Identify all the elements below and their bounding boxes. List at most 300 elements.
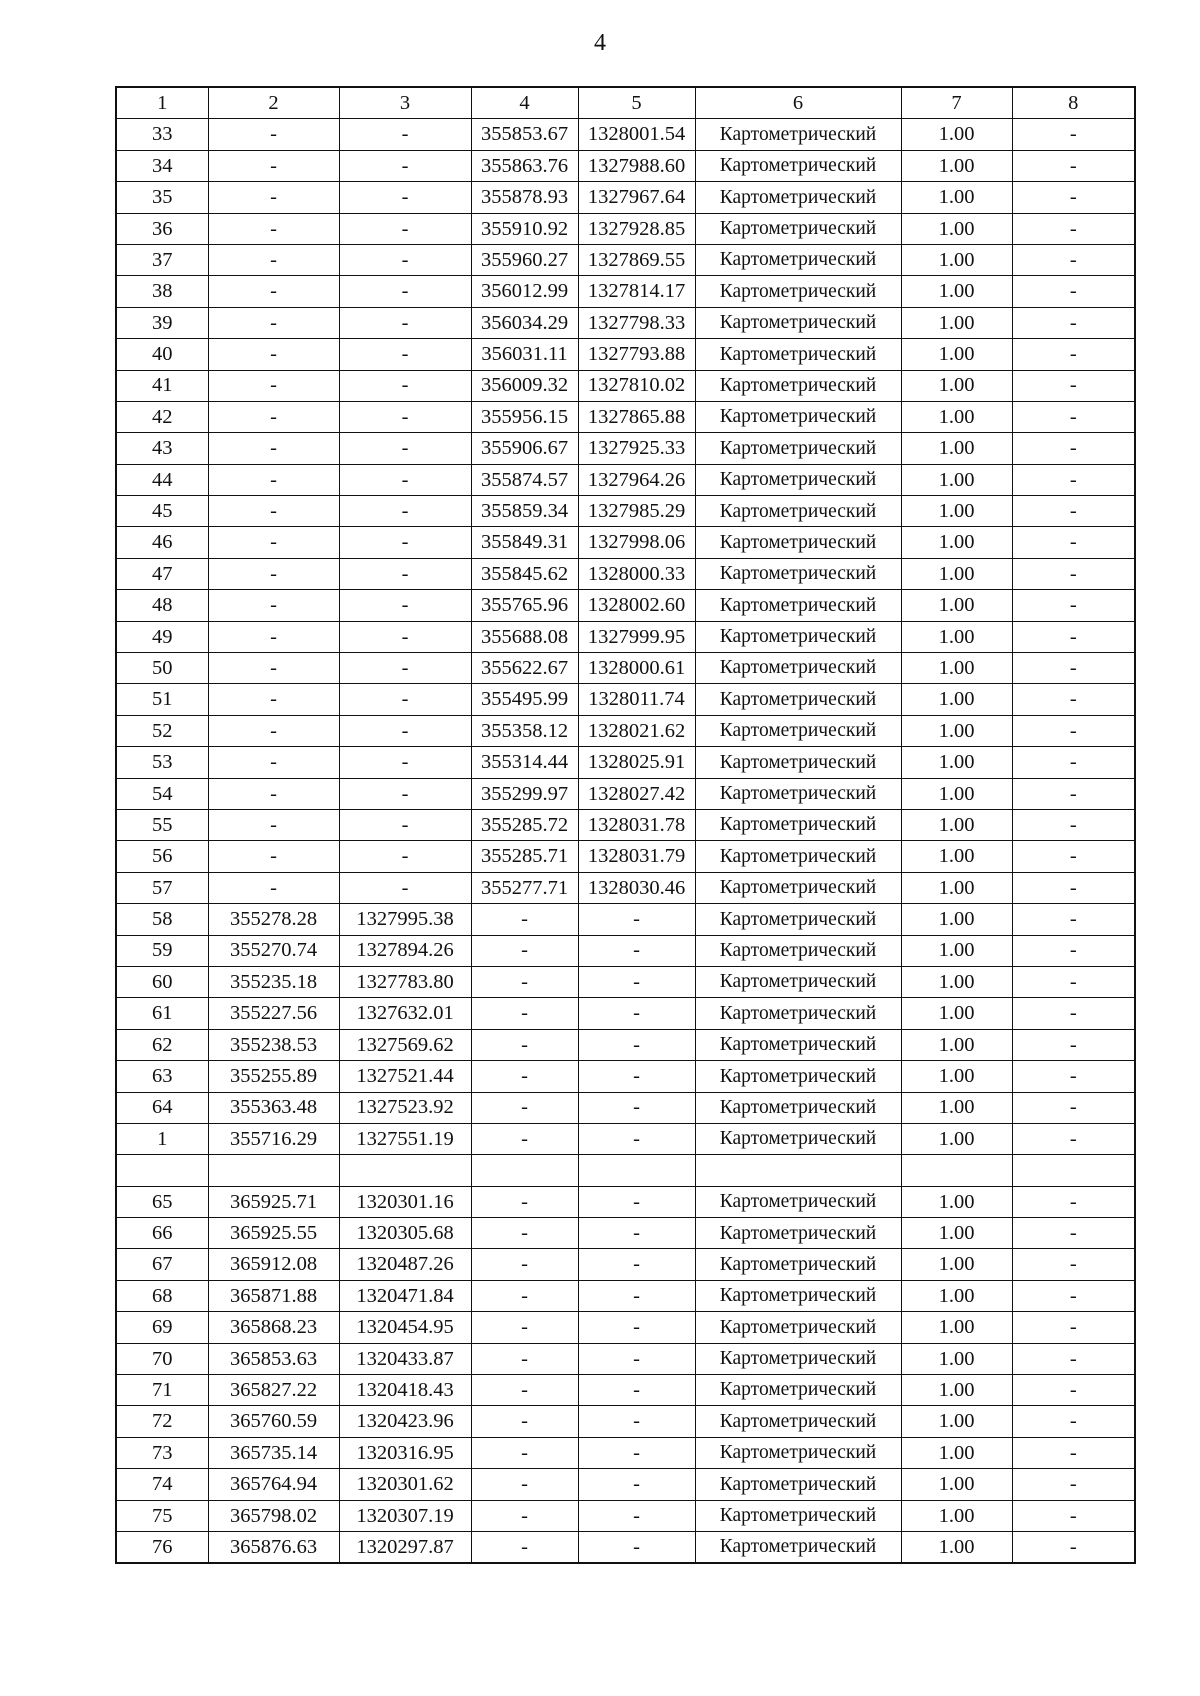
table-row: [116, 778, 1135, 809]
table-cell: 1.00: [901, 527, 1012, 558]
table-cell: 1320301.62: [339, 1469, 471, 1500]
table-cell: Картометрический: [695, 1531, 901, 1563]
table-cell: Картометрический: [695, 558, 901, 589]
table-cell: 1.00: [901, 1061, 1012, 1092]
table-cell: 1.00: [901, 1092, 1012, 1123]
table-cell: 355910.92: [471, 213, 578, 244]
table-cell: [471, 1155, 578, 1186]
table-row: [116, 276, 1135, 307]
column-header-5: 5: [578, 87, 695, 119]
table-cell: -: [578, 904, 695, 935]
table-row: [116, 244, 1135, 275]
table-cell: -: [339, 464, 471, 495]
table-cell: -: [208, 809, 339, 840]
table-cell: 1320471.84: [339, 1280, 471, 1311]
table-cell: -: [578, 1218, 695, 1249]
table-cell: -: [339, 276, 471, 307]
table-cell: 1.00: [901, 653, 1012, 684]
table-cell: -: [208, 590, 339, 621]
table-cell: 355285.72: [471, 809, 578, 840]
table-cell: 1.00: [901, 872, 1012, 903]
table-cell: -: [208, 621, 339, 652]
table-cell: Картометрический: [695, 119, 901, 150]
table-cell: -: [1012, 276, 1135, 307]
table-cell: -: [471, 1280, 578, 1311]
table-cell: 71: [116, 1375, 208, 1406]
table-cell: 1327865.88: [578, 401, 695, 432]
table-cell: 355688.08: [471, 621, 578, 652]
table-cell: 365760.59: [208, 1406, 339, 1437]
table-cell: 1327569.62: [339, 1029, 471, 1060]
table-cell: -: [339, 684, 471, 715]
table-cell: -: [578, 998, 695, 1029]
table-cell: -: [578, 935, 695, 966]
table-cell: 1.00: [901, 244, 1012, 275]
table-row: [116, 1029, 1135, 1060]
table-cell: -: [1012, 1249, 1135, 1280]
table-row: [116, 935, 1135, 966]
table-cell: 51: [116, 684, 208, 715]
table-row: [116, 590, 1135, 621]
table-cell: 1327985.29: [578, 496, 695, 527]
table-cell: 365764.94: [208, 1469, 339, 1500]
table-cell: 1320301.16: [339, 1186, 471, 1217]
table-cell: -: [578, 1312, 695, 1343]
table-row: [116, 841, 1135, 872]
table-cell: 355299.97: [471, 778, 578, 809]
table-row: [116, 213, 1135, 244]
table-cell: 67: [116, 1249, 208, 1280]
table-cell: 1.00: [901, 182, 1012, 213]
table-cell: -: [471, 1312, 578, 1343]
table-cell: -: [1012, 653, 1135, 684]
table-cell: 1.00: [901, 684, 1012, 715]
table-cell: 68: [116, 1280, 208, 1311]
table-cell: -: [1012, 307, 1135, 338]
table-cell: -: [208, 150, 339, 181]
table-cell: 36: [116, 213, 208, 244]
table-cell: 355277.71: [471, 872, 578, 903]
table-cell: -: [1012, 244, 1135, 275]
table-cell: -: [208, 747, 339, 778]
table-cell: 42: [116, 401, 208, 432]
table-cell: 37: [116, 244, 208, 275]
table-row: [116, 1123, 1135, 1154]
table-row: [116, 558, 1135, 589]
table-cell: 1327967.64: [578, 182, 695, 213]
table-cell: 1327925.33: [578, 433, 695, 464]
table-cell: -: [1012, 1092, 1135, 1123]
table-cell: 53: [116, 747, 208, 778]
table-cell: -: [578, 1249, 695, 1280]
column-header-6: 6: [695, 87, 901, 119]
table-row: [116, 621, 1135, 652]
table-cell: Картометрический: [695, 401, 901, 432]
table-cell: Картометрический: [695, 841, 901, 872]
table-row: [116, 998, 1135, 1029]
table-cell: 47: [116, 558, 208, 589]
table-cell: 355716.29: [208, 1123, 339, 1154]
table-cell: -: [339, 747, 471, 778]
table-row: [116, 715, 1135, 746]
table-cell: -: [208, 496, 339, 527]
table-cell: -: [1012, 1029, 1135, 1060]
table-header: [116, 87, 1135, 119]
table-cell: 1.00: [901, 1029, 1012, 1060]
table-cell: -: [578, 1061, 695, 1092]
table-cell: -: [578, 1500, 695, 1531]
table-cell: 70: [116, 1343, 208, 1374]
table-row: [116, 496, 1135, 527]
table-cell: 1327783.80: [339, 966, 471, 997]
table-cell: -: [1012, 1312, 1135, 1343]
table-cell: 58: [116, 904, 208, 935]
table-cell: -: [1012, 1123, 1135, 1154]
table-cell: Картометрический: [695, 715, 901, 746]
table-cell: 355849.31: [471, 527, 578, 558]
table-cell: 1.00: [901, 276, 1012, 307]
table-cell: 355765.96: [471, 590, 578, 621]
table-cell: -: [1012, 370, 1135, 401]
table-cell: -: [578, 1531, 695, 1563]
table-cell: -: [471, 1218, 578, 1249]
table-cell: -: [471, 966, 578, 997]
table-cell: -: [1012, 1218, 1135, 1249]
column-header-1: 1: [116, 87, 208, 119]
table-cell: -: [471, 1092, 578, 1123]
table-cell: -: [578, 1186, 695, 1217]
table-cell: -: [208, 307, 339, 338]
table-cell: 52: [116, 715, 208, 746]
table-cell: 355622.67: [471, 653, 578, 684]
table-cell: -: [471, 1500, 578, 1531]
table-cell: -: [339, 527, 471, 558]
table-cell: 60: [116, 966, 208, 997]
table-cell: 365925.55: [208, 1218, 339, 1249]
table-cell: -: [1012, 1280, 1135, 1311]
table-cell: -: [339, 809, 471, 840]
table-cell: -: [339, 496, 471, 527]
table-cell: [339, 1155, 471, 1186]
table-cell: [695, 1155, 901, 1186]
table-cell: -: [1012, 872, 1135, 903]
table-cell: 365871.88: [208, 1280, 339, 1311]
table-cell: 355845.62: [471, 558, 578, 589]
table-cell: -: [1012, 747, 1135, 778]
table-row: [116, 1375, 1135, 1406]
table-cell: -: [208, 684, 339, 715]
table-cell: 355874.57: [471, 464, 578, 495]
table-cell: 1.00: [901, 1406, 1012, 1437]
table-cell: -: [578, 1092, 695, 1123]
column-header-2: 2: [208, 87, 339, 119]
table-cell: 365853.63: [208, 1343, 339, 1374]
table-cell: -: [208, 872, 339, 903]
table-cell: 1327998.06: [578, 527, 695, 558]
table-cell: -: [208, 244, 339, 275]
table-cell: -: [339, 621, 471, 652]
table-row: [116, 1186, 1135, 1217]
table-cell: -: [208, 778, 339, 809]
table-cell: 355255.89: [208, 1061, 339, 1092]
table-cell: 365798.02: [208, 1500, 339, 1531]
table-cell: 356009.32: [471, 370, 578, 401]
table-cell: 355878.93: [471, 182, 578, 213]
table-cell: -: [471, 904, 578, 935]
table-cell: 1327928.85: [578, 213, 695, 244]
table-cell: 1.00: [901, 558, 1012, 589]
table-cell: -: [578, 1375, 695, 1406]
table-cell: 355495.99: [471, 684, 578, 715]
table-cell: Картометрический: [695, 1280, 901, 1311]
table-cell: Картометрический: [695, 244, 901, 275]
table-cell: -: [1012, 496, 1135, 527]
table-cell: Картометрический: [695, 1312, 901, 1343]
table-cell: 44: [116, 464, 208, 495]
table-cell: 1.00: [901, 590, 1012, 621]
table-cell: 34: [116, 150, 208, 181]
table-cell: 1.00: [901, 935, 1012, 966]
table-cell: 1.00: [901, 841, 1012, 872]
table-cell: 1320487.26: [339, 1249, 471, 1280]
table-cell: -: [1012, 433, 1135, 464]
table-cell: Картометрический: [695, 904, 901, 935]
table-cell: 45: [116, 496, 208, 527]
table-cell: 73: [116, 1437, 208, 1468]
table-row: [116, 150, 1135, 181]
table-cell: 38: [116, 276, 208, 307]
table-cell: -: [471, 1123, 578, 1154]
table-cell: 355853.67: [471, 119, 578, 150]
table-cell: -: [339, 558, 471, 589]
table-cell: 1.00: [901, 496, 1012, 527]
table-row: [116, 1437, 1135, 1468]
table-cell: 1320297.87: [339, 1531, 471, 1563]
table-cell: 1.00: [901, 1186, 1012, 1217]
table-row: [116, 1249, 1135, 1280]
table-cell: Картометрический: [695, 747, 901, 778]
table-cell: -: [1012, 527, 1135, 558]
table-cell: -: [578, 1343, 695, 1374]
table-cell: 1327523.92: [339, 1092, 471, 1123]
table-cell: 1328027.42: [578, 778, 695, 809]
table-cell: Картометрический: [695, 433, 901, 464]
table-cell: 1.00: [901, 213, 1012, 244]
table-cell: 355285.71: [471, 841, 578, 872]
table-cell: -: [1012, 778, 1135, 809]
table-cell: -: [1012, 841, 1135, 872]
table-cell: 50: [116, 653, 208, 684]
table-cell: 1328030.46: [578, 872, 695, 903]
table-cell: 1.00: [901, 1249, 1012, 1280]
table-cell: -: [1012, 558, 1135, 589]
table-row: [116, 307, 1135, 338]
page-number: 4: [594, 30, 606, 56]
table-cell: 355278.28: [208, 904, 339, 935]
table-row: [116, 1092, 1135, 1123]
table-cell: Картометрический: [695, 1123, 901, 1154]
table-cell: 1327869.55: [578, 244, 695, 275]
table-cell: 40: [116, 339, 208, 370]
table-cell: 72: [116, 1406, 208, 1437]
table-cell: 74: [116, 1469, 208, 1500]
table-cell: 35: [116, 182, 208, 213]
table-cell: 1.00: [901, 150, 1012, 181]
table-row: [116, 370, 1135, 401]
table-cell: 1320316.95: [339, 1437, 471, 1468]
table-cell: 1327814.17: [578, 276, 695, 307]
table-row: [116, 966, 1135, 997]
table-cell: Картометрический: [695, 998, 901, 1029]
table-cell: Картометрический: [695, 370, 901, 401]
table-cell: 1327810.02: [578, 370, 695, 401]
table-cell: 1328000.61: [578, 653, 695, 684]
table-cell: Картометрический: [695, 307, 901, 338]
table-cell: -: [471, 1469, 578, 1500]
table-cell: 57: [116, 872, 208, 903]
table-cell: -: [578, 1280, 695, 1311]
table-cell: Картометрический: [695, 1469, 901, 1500]
table-cell: 55: [116, 809, 208, 840]
table-cell: 355960.27: [471, 244, 578, 275]
table-cell: 1.00: [901, 1437, 1012, 1468]
table-row: [116, 1406, 1135, 1437]
table-cell: [578, 1155, 695, 1186]
table-cell: -: [578, 966, 695, 997]
table-cell: 63: [116, 1061, 208, 1092]
column-header-4: 4: [471, 87, 578, 119]
table-cell: 1327632.01: [339, 998, 471, 1029]
table-cell: 39: [116, 307, 208, 338]
table-cell: Картометрический: [695, 276, 901, 307]
table-cell: -: [339, 653, 471, 684]
table-cell: -: [1012, 1186, 1135, 1217]
table-cell: -: [1012, 904, 1135, 935]
table-cell: 1.00: [901, 1218, 1012, 1249]
table-cell: -: [578, 1469, 695, 1500]
table-cell: 76: [116, 1531, 208, 1563]
table-cell: -: [339, 182, 471, 213]
table-cell: 1.00: [901, 904, 1012, 935]
table-cell: Картометрический: [695, 1343, 901, 1374]
table-cell: -: [339, 307, 471, 338]
table-cell: -: [1012, 1531, 1135, 1563]
column-header-7: 7: [901, 87, 1012, 119]
table-cell: Картометрический: [695, 496, 901, 527]
table-cell: 355227.56: [208, 998, 339, 1029]
table-cell: -: [208, 119, 339, 150]
table-cell: Картометрический: [695, 809, 901, 840]
table-cell: 1.00: [901, 433, 1012, 464]
table-cell: 355235.18: [208, 966, 339, 997]
table-cell: -: [208, 401, 339, 432]
table-cell: 1.00: [901, 966, 1012, 997]
table-cell: -: [339, 872, 471, 903]
table-cell: -: [471, 1029, 578, 1060]
table-cell: 1328001.54: [578, 119, 695, 150]
table-cell: -: [208, 182, 339, 213]
table-cell: -: [471, 1249, 578, 1280]
table-cell: -: [339, 401, 471, 432]
table-cell: Картометрический: [695, 1375, 901, 1406]
table-cell: 1327798.33: [578, 307, 695, 338]
table-cell: -: [1012, 590, 1135, 621]
table-cell: 356034.29: [471, 307, 578, 338]
table-cell: -: [1012, 213, 1135, 244]
table-cell: -: [471, 1531, 578, 1563]
table-cell: Картометрический: [695, 213, 901, 244]
table-cell: -: [339, 433, 471, 464]
table-cell: [116, 1155, 208, 1186]
table-cell: Картометрический: [695, 621, 901, 652]
table-cell: 1.00: [901, 1531, 1012, 1563]
table-row: [116, 182, 1135, 213]
table-cell: 1.00: [901, 1312, 1012, 1343]
table-cell: 66: [116, 1218, 208, 1249]
table-cell: -: [578, 1123, 695, 1154]
table-row: [116, 339, 1135, 370]
table-cell: -: [339, 150, 471, 181]
table-cell: 49: [116, 621, 208, 652]
table-row: [116, 1218, 1135, 1249]
table-cell: 65: [116, 1186, 208, 1217]
table-cell: 1.00: [901, 307, 1012, 338]
table-row: [116, 684, 1135, 715]
table-cell: 1.00: [901, 1343, 1012, 1374]
table-cell: -: [1012, 684, 1135, 715]
table-cell: -: [1012, 182, 1135, 213]
table-cell: 46: [116, 527, 208, 558]
table-cell: 355906.67: [471, 433, 578, 464]
table-cell: -: [1012, 621, 1135, 652]
table-cell: 75: [116, 1500, 208, 1531]
table-cell: 1320307.19: [339, 1500, 471, 1531]
table-cell: -: [1012, 1343, 1135, 1374]
table-cell: 1.00: [901, 715, 1012, 746]
table-cell: 1327988.60: [578, 150, 695, 181]
table-cell: -: [1012, 339, 1135, 370]
table-cell: -: [578, 1406, 695, 1437]
table-cell: -: [208, 841, 339, 872]
table-cell: -: [208, 653, 339, 684]
table-cell: -: [208, 339, 339, 370]
table-cell: 1328021.62: [578, 715, 695, 746]
table-cell: 1328025.91: [578, 747, 695, 778]
table-cell: Картометрический: [695, 150, 901, 181]
table-cell: 64: [116, 1092, 208, 1123]
table-cell: 1320418.43: [339, 1375, 471, 1406]
table-cell: 1327964.26: [578, 464, 695, 495]
table-cell: -: [208, 715, 339, 746]
table-cell: -: [208, 276, 339, 307]
table-row: [116, 1280, 1135, 1311]
table-cell: 355363.48: [208, 1092, 339, 1123]
table-cell: 1327793.88: [578, 339, 695, 370]
table-cell: -: [339, 339, 471, 370]
table-cell: [901, 1155, 1012, 1186]
table-cell: -: [1012, 119, 1135, 150]
table-cell: 33: [116, 119, 208, 150]
table-cell: Картометрический: [695, 182, 901, 213]
column-header-8: 8: [1012, 87, 1135, 119]
table-cell: -: [1012, 998, 1135, 1029]
table-cell: Картометрический: [695, 1092, 901, 1123]
table-row: [116, 527, 1135, 558]
table-cell: -: [1012, 1500, 1135, 1531]
table-cell: -: [339, 841, 471, 872]
table-cell: 69: [116, 1312, 208, 1343]
table-row: [116, 119, 1135, 150]
